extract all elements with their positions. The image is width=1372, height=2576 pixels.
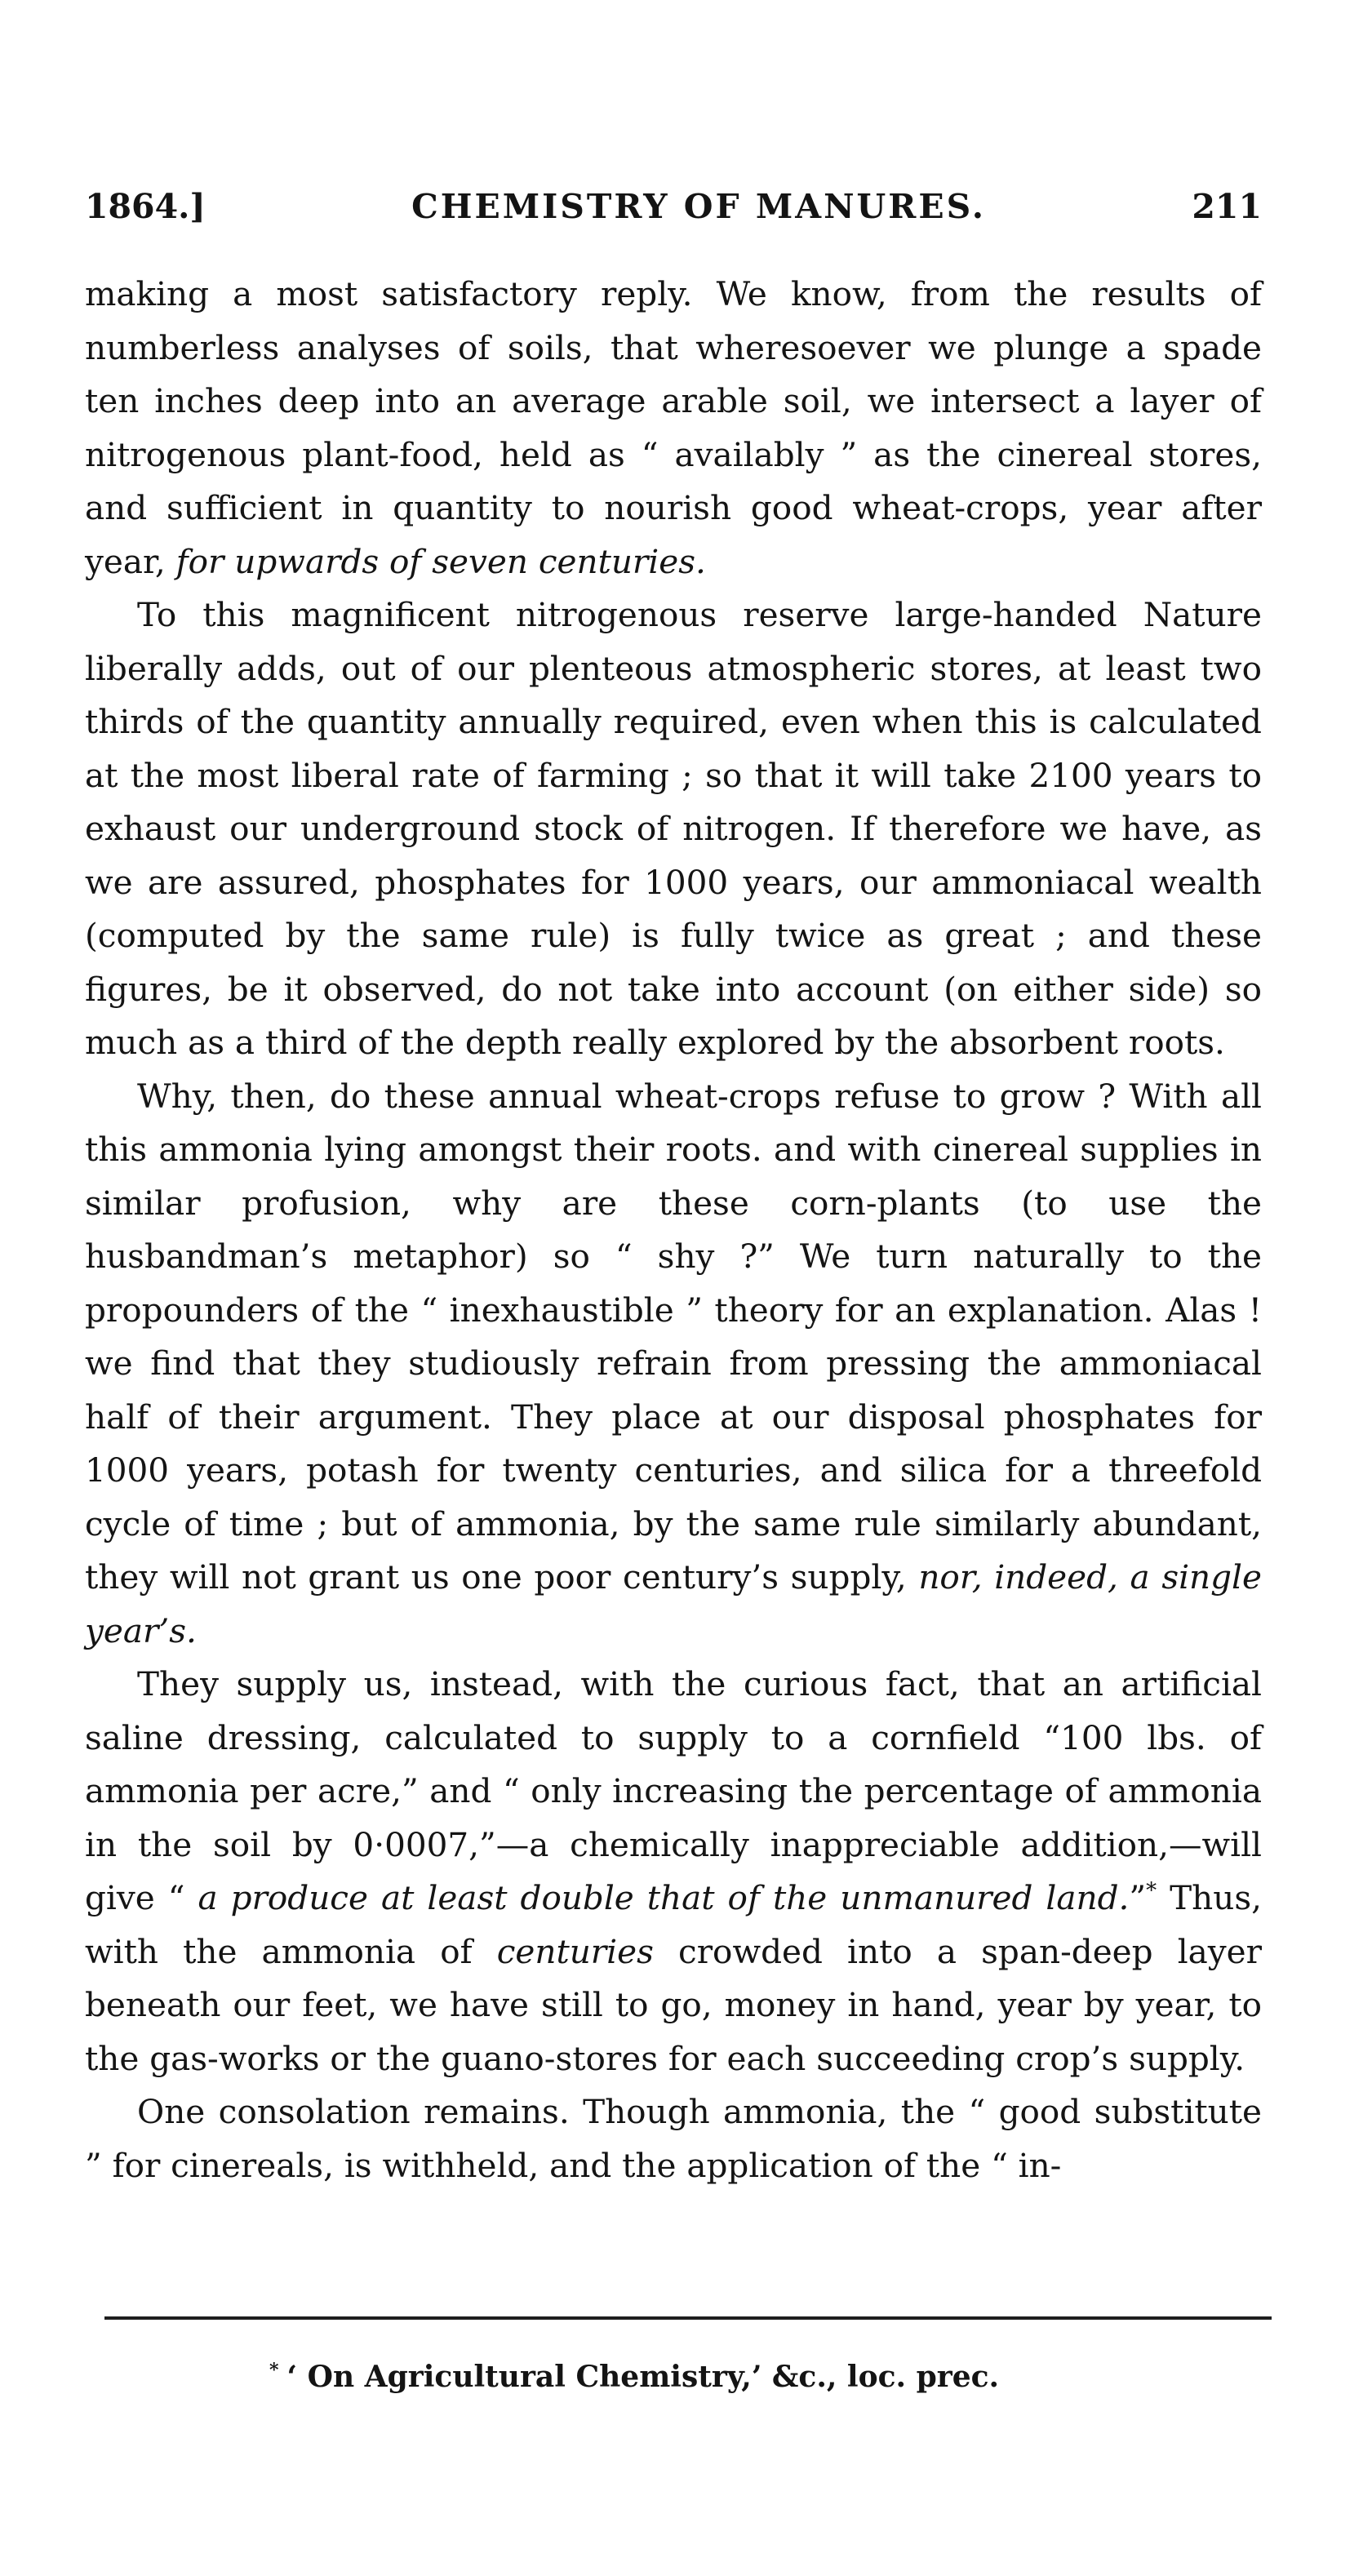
- paragraph-4: [85, 1658, 1262, 2085]
- footnote-mark: *: [269, 2360, 279, 2381]
- paragraph-3-emphasis: nor, indeed, a single year’s.: [85, 1557, 1262, 1650]
- page: [85, 186, 1262, 2192]
- body-text: [85, 268, 1262, 2192]
- header-page-number: 211: [1192, 187, 1262, 226]
- paragraph-3: [85, 1070, 1262, 1659]
- footnote-reference[interactable]: *: [1146, 1878, 1157, 1903]
- paragraph-1: [85, 268, 1262, 588]
- footnote-text: ‘ On Agricultural Chemistry,’ &c., loc. prec.: [286, 2360, 1000, 2394]
- paragraph-4-emphasis-b: centuries: [496, 1931, 654, 1971]
- paragraph-4-emphasis-a: a produce at least double that of the unmanured land.: [198, 1878, 1130, 1917]
- running-header: [85, 186, 1262, 227]
- paragraph-4-text-a: They supply us, instead, with the curious fact, that an artificial saline dressing, calculated to supply to a cornfield “100 lbs. of ammonia per acre,” and “ only increasing the percentage of ammonia in the soil by 0·0007,”—a chemically inappreciable addition,—will give “: [85, 1664, 1262, 1917]
- paragraph-2-text: To this magnificent nitrogenous reserve large-handed Nature liberally adds, out of our plenteous atmospheric stores, at least two thirds of the quantity annually required, even when this is calculated at the most liberal rate of farming ; so that it will take 2100 years to exhaust our underground stock of nitrogen. If therefore we have, as we are assured, phosphates for 1000 years, our ammoniacal wealth (computed by the same rule) is fully twice as great ; and these figures, be it observed, do not take into account (on either side) so much as a third of the depth really explored by the absorbent roots.: [85, 595, 1262, 1062]
- footnote: [269, 2352, 999, 2395]
- paragraph-4-text-c: Thus, with the ammonia of: [85, 1878, 1262, 1971]
- paragraph-5-text: One consolation remains. Though ammonia, the “ good substitute ” for cinereals, is withheld, and the application of the “ in-: [85, 2092, 1262, 2185]
- paragraph-1-emphasis: for upwards of seven centuries.: [175, 541, 706, 581]
- footnote-divider: [104, 2316, 1272, 2320]
- paragraph-1-text: making a most satisfactory reply. We know, from the results of numberless analyses of soils, that wheresoever we plunge a spade ten inches deep into an average arable soil, we intersect a layer of nitrogenous plant-food, held as “ availably ” as the cinereal stores, and sufficient in quantity to nourish good wheat-crops, year after year,: [85, 274, 1262, 581]
- header-title: CHEMISTRY OF MANURES.: [411, 187, 987, 226]
- paragraph-4-text-d: crowded into a span-deep layer beneath our feet, we have still to go, money in hand, year by year, to the gas-works or the guano-stores for each succeeding crop’s supply.: [85, 1931, 1262, 2078]
- paragraph-2: [85, 588, 1262, 1070]
- paragraph-5: [85, 2085, 1262, 2192]
- header-year: 1864.]: [85, 187, 206, 226]
- paragraph-3-text: Why, then, do these annual wheat-crops refuse to grow ? With all this ammonia lying amongst their roots. and with cinereal supplies in similar profusion, why are these corn-plants (to use the husbandman’s metaphor) so “ shy ?” We turn naturally to the propounders of the “ inexhaustible ” theory for an explanation. Alas ! we find that they studiously refrain from pressing the ammoniacal half of their argument. They place at our disposal phosphates for 1000 years, potash for twenty centuries, and silica for a threefold cycle of time ; but of ammonia, by the same rule similarly abundant, they will not grant us one poor century’s supply,: [85, 1076, 1262, 1597]
- paragraph-4-text-b: ”: [1129, 1878, 1147, 1917]
